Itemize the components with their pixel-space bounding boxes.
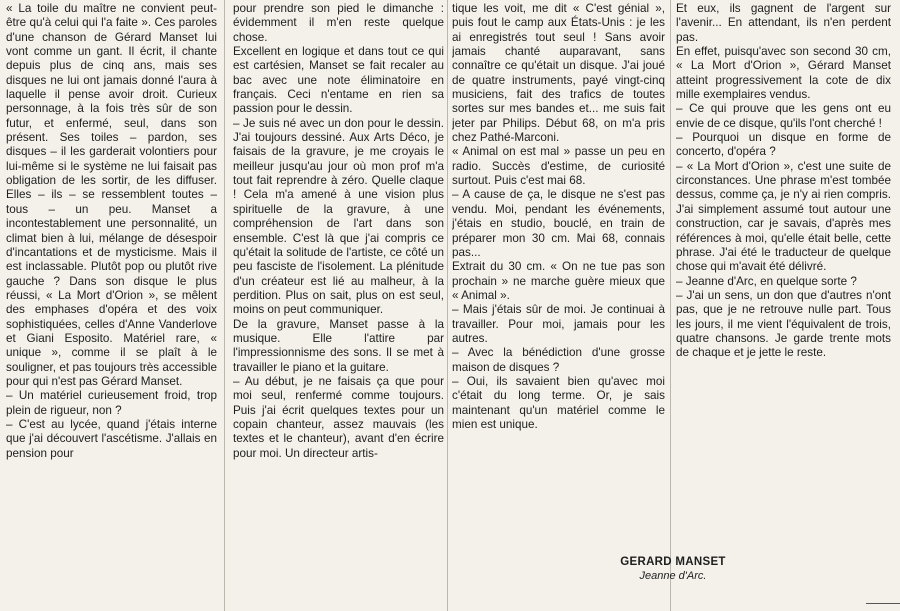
signature-block [588, 556, 758, 582]
column-divider [447, 0, 448, 611]
article-paragraph: Extrait du 30 cm. « On ne tue pas son prochain » ne marche guère mieux que « Animal ». [452, 260, 665, 302]
column-divider [224, 0, 225, 611]
article-paragraph: Excellent en logique et dans tout ce qui est cartésien, Manset se fait recaler au bac avec une note éliminatoire en français. Ceci n'entame en rien sa passion pour le dessin. [233, 45, 444, 116]
corner-rule [866, 603, 900, 604]
article-paragraph: – Au début, je ne faisais ça que pour moi seul, renfermé comme toujours. Puis j'ai écrit quelques textes pour un copain chanteur, assez mauvais (les textes et le chanteur), avant d'en écrire pour moi. Un directeur artis- [233, 374, 444, 460]
article-paragraph: tique les voit, me dit « C'est génial », puis fout le camp aux États-Unis : je les ai enregistrés tout seul ! Sans avoir jamais chanté auparavant, sans connaître ce qu'était un disque. J'ai joué de quatre instruments, payé vingt-cinq musiciens, fait des trafics de toutes sortes sur mes bandes et... me suis fait jeter par Philips. Début 68, on m'a pris chez Pathé-Marconi. [452, 2, 665, 145]
article-column-3 [452, 2, 665, 609]
article-paragraph: – A cause de ça, le disque ne s'est pas vendu. Moi, pendant les événements, j'étais en studio, bouclé, en train de préparer mon 30 cm. Mai 68, connais pas... [452, 188, 665, 259]
article-paragraph: Et eux, ils gagnent de l'argent sur l'avenir... En attendant, ils n'en perdent pas. [676, 2, 891, 44]
article-paragraph: En effet, puisqu'avec son second 30 cm, « La Mort d'Orion », Gérard Manset atteint progressivement la cote de dix mille exemplaires vendus. [676, 45, 891, 102]
article-paragraph: « La toile du maître ne convient peut-être qu'à celui qui l'a faite ». Ces paroles d'une chanson de Gérard Manset lui vont comme un gant. Il écrit, il chante depuis plus de cinq ans, mais ses disques ne lui ont jamais donné l'aura à laquelle il pense avoir droit. Curieux personnage, à la fois très sûr de son futur, et enfermé, seul, dans son présent. Ses toiles – pardon, ses disques – il les garderait volontiers pour lui-même si le système ne lui faisait pas obligation de les sortir, de les diffuser. Elles – ils – se ressemblent toutes – tous – un peu. Manset a incontestablement une personnalité, un climat bien à lui, mélange de désespoir d'incantations et de mysticisme. Mais il est inclassable. Plutôt pop ou plutôt rive gauche ? Dans son disque le plus réussi, « La Mort d'Orion », se mêlent des emphases d'opéra et des voix sophistiquées, celles d'Anne Vanderlove et Giani Esposito. Matériel rare, « unique », comme il se plaît à le souligner, et pas toujours très accessible pour qui n'est pas Gérard Manset. [6, 2, 217, 388]
article-paragraph: – Pourquoi un disque en forme de concerto, d'opéra ? [676, 131, 891, 159]
article-paragraph: – Jeanne d'Arc, en quelque sorte ? [676, 274, 857, 288]
article-paragraph: – « La Mort d'Orion », c'est une suite de circonstances. Une phrase m'est tombée dessus, comme ça, je n'y ai rien compris. J'ai simplement assumé tout autour une construction, car je savais, d'après mes références à moi, qu'elle était belle, cette phrase. J'ai été le traducteur de quelque chose qui m'avait été délivré. [676, 159, 891, 274]
article-paragraph: pour prendre son pied le dimanche : évidemment il m'en reste quelque chose. [233, 2, 444, 44]
author-name: GERARD MANSET [620, 556, 726, 568]
article-column-2 [233, 2, 444, 609]
article-paragraph: – Avec la bénédiction d'une grosse maison de disques ? [452, 346, 665, 374]
column-divider [670, 0, 671, 611]
article-paragraph: – C'est au lycée, quand j'étais interne que j'ai découvert l'ascétisme. J'allais en pension pour [6, 417, 217, 460]
photo-caption: Jeanne d'Arc. [639, 570, 707, 582]
article-paragraph: « Animal on est mal » passe un peu en radio. Succès d'estime, de curiosité surtout. Puis c'est mai 68. [452, 145, 665, 188]
article-paragraph: – Ce qui prouve que les gens ont eu envie de ce disque, qu'ils l'ont cherché ! [676, 102, 891, 130]
article-paragraph: – J'ai un sens, un don que d'autres n'ont pas, que je ne retrouve nulle part. Tous les jours, il me vient l'équivalent de trois, quatre chansons. Je garde trente mots de chaque et je jette le reste. [676, 288, 891, 360]
article-column-1 [6, 2, 217, 609]
article-paragraph: – Je suis né avec un don pour le dessin. J'ai toujours dessiné. Aux Arts Déco, je faisais de la gravure, je me croyais le meilleur jusqu'au jour où mon prof m'a tout fait reprendre à zéro. Quelle claque ! Cela m'a amené à une vision plus spirituelle de la gravure, à une compréhension de l'art dans son ensemble. C'est là que j'ai compris ce qu'était la solitude de l'artiste, ce côté un peu fasciste de l'isolement. La plénitude d'un créateur est lié au malheur, à la perdition. Plus on sait, plus on est seul, moins on peut communiquer. [233, 116, 444, 317]
article-column-4 [676, 2, 891, 609]
article-paragraph: De la gravure, Manset passe à la musique. Elle l'attire par l'impressionnisme des sons. Il se met à travailler le piano et la guitare. [233, 317, 444, 374]
article-paragraph: – Mais j'étais sûr de moi. Je continuai à travailler. Pour moi, jamais pour les autres. [452, 303, 665, 345]
article-paragraph: – Oui, ils savaient bien qu'avec moi c'était du long terme. Or, je sais maintenant qu'un matériel comme le mien est unique. [452, 374, 665, 431]
article-paragraph: – Un matériel curieusement froid, trop plein de rigueur, non ? [6, 389, 217, 417]
